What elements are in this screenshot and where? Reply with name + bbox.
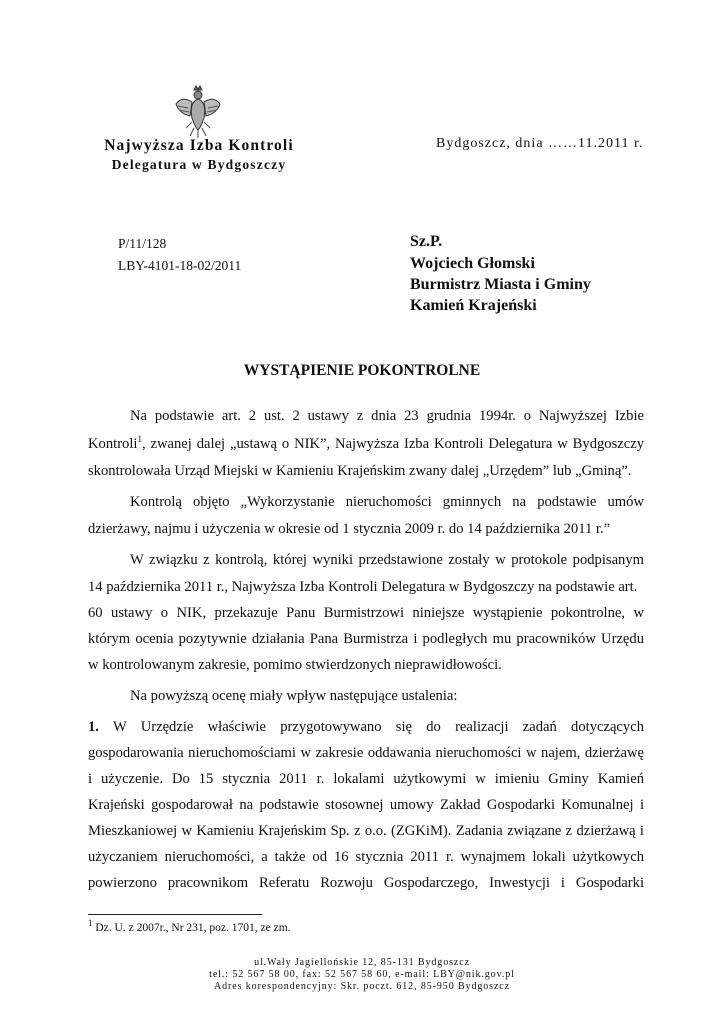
addressee-place: Kamień Krajeński: [410, 297, 537, 314]
paragraph-line: Na powyższą ocenę miały wpływ następujące ustalenia:: [130, 688, 458, 704]
paragraph-line: dzierżawy, najmu i użyczenia w okresie od 1 stycznia 2009 r. do 14 października 2011 r.”: [88, 521, 611, 537]
paragraph-line: 60 ustawy o NIK, przekazuje Panu Burmistrzowi niniejsze wystąpienie pokontrolne, w: [88, 605, 644, 621]
footnote: $^1$ Dz. U. z 2007r., Nr 231, poz. 1701, ze zm.: [88, 918, 291, 934]
org-delegation: Delegatura w Bydgoszczy: [111, 157, 287, 172]
addressee-salutation: Sz.P.: [410, 233, 443, 250]
addressee-name: Wojciech Głomski: [410, 255, 535, 272]
paragraph-line: 1. W Urzędzie właściwie przygotowywano się do realizacji zadań dotyczących: [88, 719, 644, 735]
case-number: P/11/128: [118, 236, 167, 251]
footer-address: ul.Wały Jagiellońskie 12, 85-131 Bydgoszcz: [254, 957, 470, 968]
paragraph-line: Kontroli$^1$, zwanej dalej „ustawą o NIK”, Najwyższa Izba Kontroli Delegatura w Bydgoszczy: [88, 434, 644, 452]
letter-date: Bydgoszcz, dnia ……11.2011 r.: [436, 136, 644, 151]
paragraph-line: którym ocenia pozytywnie działania Pana Burmistrza i podległych mu pracowników Urzędu: [88, 631, 644, 647]
org-name: Najwyższa Izba Kontroli: [104, 137, 294, 154]
footer-contact: tel.: 52 567 58 00, fax: 52 567 58 60, e-mail: LBY@nik.gov.pl: [209, 969, 515, 980]
paragraph-line: w kontrolowanym zakresie, pomimo stwierdzonych nieprawidłowości.: [88, 657, 502, 673]
paragraph-line: gospodarowania nieruchomościami w zakresie oddawania nieruchomości w najem, dzierżawę: [88, 745, 644, 761]
point-number: 1.: [88, 719, 99, 735]
paragraph-line: skontrolowała Urząd Miejski w Kamieniu Krajeńskim zwany dalej „Urzędem” lub „Gminą”.: [88, 463, 632, 479]
paragraph-line: Krajeński gospodarował na podstawie stosownej umowy Zakład Gospodarki Komunalnej i: [88, 797, 644, 813]
polish-eagle-emblem-icon: [172, 84, 224, 140]
paragraph-line: Na podstawie art. 2 ust. 2 ustawy z dnia 23 grudnia 1994r. o Najwyższej Izbie: [130, 408, 644, 424]
reference-number: LBY-4101-18-02/2011: [118, 258, 242, 273]
paragraph-line: powierzono pracownikom Referatu Rozwoju Gospodarczego, Inwestycji i Gospodarki: [88, 875, 644, 891]
paragraph-line: użyczaniem nieruchomości, a także od 16 stycznia 2011 r. wynajmem lokali użytkowych: [88, 849, 644, 865]
paragraph-line: 14 października 2011 r., Najwyższa Izba Kontroli Delegatura w Bydgoszczy na podstawie art.: [88, 579, 638, 595]
paragraph-line: i użyczenie. Do 15 stycznia 2011 r. lokalami użytkowymi w imieniu Gminy Kamień: [88, 771, 644, 787]
paragraph-line: Mieszkaniowej w Kamieniu Krajeńskim Sp. z o.o. (ZGKiM). Zadania związane z dzierżawą i: [88, 823, 644, 839]
paragraph-line: Kontrolą objęto „Wykorzystanie nieruchomości gminnych na podstawie umów: [130, 494, 644, 510]
paragraph-line: W związku z kontrolą, której wyniki przedstawione zostały w protokole podpisanym: [130, 552, 644, 568]
footnote-number: 1: [88, 918, 93, 929]
addressee-position: Burmistrz Miasta i Gminy: [410, 276, 591, 293]
footer-postal: Adres korespondencyjny: Skr. poczt. 612, 85-950 Bydgoszcz: [214, 981, 510, 992]
document-title: WYSTĄPIENIE POKONTROLNE: [243, 362, 481, 379]
footnote-divider: [88, 914, 262, 915]
footnote-ref: 1: [137, 434, 142, 445]
